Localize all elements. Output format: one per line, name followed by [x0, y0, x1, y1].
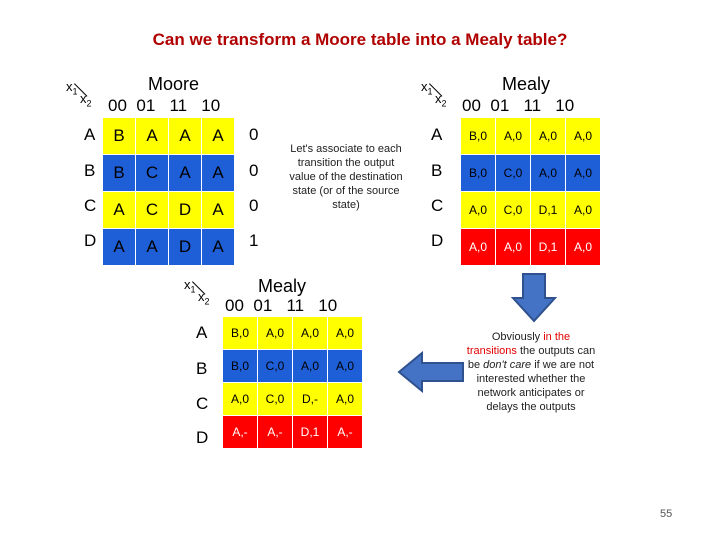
table-cell: D,1 — [293, 416, 328, 449]
table-cell: D,- — [293, 383, 328, 416]
mealy-dc-table — [222, 316, 363, 449]
table-cell: C,0 — [258, 383, 293, 416]
table-cell: A — [103, 229, 136, 266]
table-cell: A — [103, 192, 136, 229]
table-row — [223, 350, 363, 383]
table-cell: A,0 — [328, 350, 363, 383]
center-note: Let's associate to each transition the output value of the destination state (or of the source state) — [289, 143, 403, 211]
table-row — [103, 118, 235, 155]
table-row — [223, 317, 363, 350]
table-cell: D,1 — [531, 192, 566, 229]
table-cell: B,0 — [461, 155, 496, 192]
table-cell: A,0 — [328, 317, 363, 350]
table-cell: A,0 — [293, 317, 328, 350]
mealy-dc-column-codes: 00 01 11 10 — [225, 296, 338, 315]
table-row — [223, 383, 363, 416]
table-cell: D — [169, 192, 202, 229]
table-cell: C,0 — [496, 155, 531, 192]
mealy-dc-row-label-b: B — [196, 359, 208, 378]
table-cell: A,- — [223, 416, 258, 449]
table-cell: A — [169, 155, 202, 192]
table-cell: A,- — [328, 416, 363, 449]
mealy-dc-heading: Mealy — [258, 276, 307, 296]
mealy-dc-inputs-label-2: $x_2$ — [198, 289, 210, 307]
mealy-dc-row-label-a: A — [196, 323, 208, 342]
mealy-dc-inputs-label: $x_1$ — [184, 277, 196, 295]
mealy-heading: Mealy — [502, 74, 551, 94]
table-cell: A,0 — [328, 383, 363, 416]
table-cell: B — [103, 155, 136, 192]
mealy-dc-row-label-d: D — [196, 428, 209, 447]
table-row — [223, 416, 363, 449]
moore-heading: Moore — [148, 74, 200, 94]
table-row — [461, 229, 601, 266]
table-row — [103, 192, 235, 229]
table-cell: A,0 — [293, 350, 328, 383]
down-arrow-icon — [510, 272, 558, 324]
slide-title: Can we transform a Moore table into a Mealy table? — [152, 30, 568, 49]
page-number: 55 — [660, 508, 673, 520]
moore-row-label-b: B — [84, 161, 96, 180]
moore-output-c: 0 — [249, 196, 259, 215]
table-row — [461, 118, 601, 155]
table-cell: A — [169, 118, 202, 155]
mealy-column-codes: 00 01 11 10 — [462, 96, 575, 115]
table-cell: A — [202, 118, 235, 155]
table-cell: A,0 — [461, 229, 496, 266]
table-cell: A — [136, 229, 169, 266]
table-cell: B,0 — [223, 317, 258, 350]
mealy-inputs-label: $x_1$ — [421, 79, 433, 97]
table-cell: A,0 — [531, 155, 566, 192]
table-row — [461, 155, 601, 192]
table-cell: D — [169, 229, 202, 266]
mealy-row-label-a: A — [431, 125, 443, 144]
table-cell: A — [202, 155, 235, 192]
moore-output-a: 0 — [249, 125, 259, 144]
table-cell: C — [136, 192, 169, 229]
table-cell: B,0 — [461, 118, 496, 155]
table-cell: C,0 — [496, 192, 531, 229]
table-cell: A,0 — [496, 229, 531, 266]
table-cell: A,0 — [223, 383, 258, 416]
mealy-table — [460, 117, 601, 266]
moore-inputs-label: $x_1$ — [66, 79, 78, 97]
moore-output-d: 1 — [249, 231, 259, 250]
moore-inputs-label-2: $x_2$ — [80, 91, 92, 109]
table-cell: B,0 — [223, 350, 258, 383]
table-cell: A — [136, 118, 169, 155]
table-cell: A,0 — [566, 155, 601, 192]
mealy-row-label-b: B — [431, 161, 443, 180]
moore-row-label-a: A — [84, 125, 96, 144]
table-row — [461, 192, 601, 229]
table-cell: D,1 — [531, 229, 566, 266]
moore-column-codes: 00 01 11 10 — [108, 96, 221, 115]
table-cell: C — [136, 155, 169, 192]
table-cell: A,0 — [566, 192, 601, 229]
mealy-dc-row-label-c: C — [196, 394, 209, 413]
table-cell: A,0 — [496, 118, 531, 155]
mealy-inputs-label-2: $x_2$ — [435, 91, 447, 109]
table-cell: A,0 — [531, 118, 566, 155]
table-cell: A,0 — [566, 118, 601, 155]
moore-row-label-d: D — [84, 231, 97, 250]
moore-table — [102, 117, 235, 266]
table-cell: A — [202, 229, 235, 266]
moore-row-label-c: C — [84, 196, 97, 215]
table-cell: C,0 — [258, 350, 293, 383]
table-row — [103, 229, 235, 266]
left-arrow-icon — [396, 350, 466, 394]
table-cell: A,0 — [461, 192, 496, 229]
table-cell: B — [103, 118, 136, 155]
table-cell: A,0 — [566, 229, 601, 266]
right-note: Obviously in the transitions the outputs can be don't care if we are not interested whether the network anticipates or delays the outputs — [466, 331, 596, 413]
moore-output-b: 0 — [249, 161, 259, 180]
mealy-row-label-c: C — [431, 196, 444, 215]
table-cell: A,0 — [258, 317, 293, 350]
table-cell: A,- — [258, 416, 293, 449]
mealy-row-label-d: D — [431, 231, 444, 250]
table-row — [103, 155, 235, 192]
table-cell: A — [202, 192, 235, 229]
